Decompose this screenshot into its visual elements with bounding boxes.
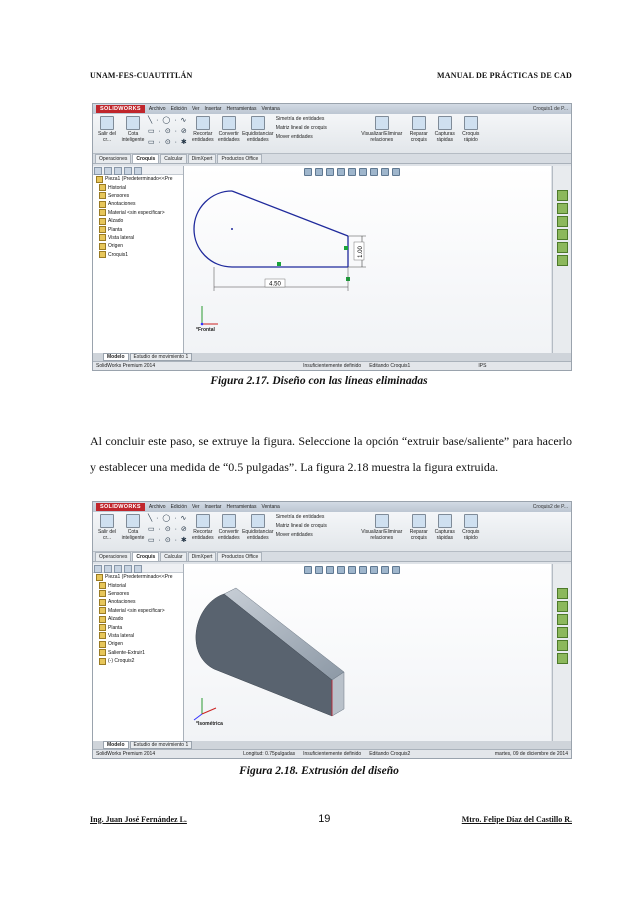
tree-node-icon — [99, 251, 106, 258]
tree-item-label: Croquis1 — [108, 251, 129, 258]
exit-sketch-icon — [100, 514, 114, 528]
graphics-area[interactable] — [184, 166, 551, 353]
tree-item[interactable] — [93, 590, 183, 598]
pattern-group — [276, 116, 356, 151]
property-manager-icon[interactable] — [104, 167, 112, 175]
command-manager — [93, 512, 571, 552]
bottom-tabs — [93, 741, 571, 749]
tree-node-icon — [99, 658, 106, 665]
tree-item[interactable] — [93, 581, 183, 589]
offset-icon — [251, 116, 265, 130]
tree-item-label: Anotaciones — [108, 201, 136, 208]
display-manager-icon[interactable] — [134, 167, 142, 175]
work-area — [93, 166, 571, 353]
tree-item[interactable] — [93, 242, 183, 250]
configuration-manager-icon[interactable] — [114, 565, 122, 573]
tree-node-icon — [99, 599, 106, 606]
repair-icon — [412, 116, 426, 130]
display-delete-relations-button[interactable]: Visualizar/Eliminar relaciones — [360, 116, 404, 151]
mirror-entities-button[interactable]: Simetría de entidades — [275, 514, 325, 520]
sketch-tools-group — [148, 116, 188, 151]
command-tabs — [93, 552, 571, 562]
rapid-sketch-icon — [464, 116, 478, 130]
trim-entities-button[interactable]: Recortar entidades — [192, 514, 214, 549]
status-editing: Editando Croquis1 — [369, 363, 411, 369]
tree-item[interactable] — [93, 175, 183, 183]
menu-item[interactable]: Archivo — [148, 106, 166, 112]
tree-item-label: Planta — [108, 624, 123, 631]
tree-node-icon — [99, 582, 106, 589]
menu-item[interactable]: Herramientas — [226, 106, 257, 112]
tree-item-label: Sensores — [108, 590, 130, 597]
tree-node-icon — [99, 590, 106, 597]
graphics-area[interactable] — [184, 564, 551, 741]
tree-item-label: Material <sin especificar> — [108, 607, 165, 614]
title-bar — [93, 104, 571, 114]
tree-item[interactable] — [93, 209, 183, 217]
status-definition: Insuficientemente definido — [303, 363, 362, 369]
rect-poly-tools-icon[interactable]: ▭ · ⊙ · ⊘ — [148, 128, 188, 135]
solidworks-logo: SOLIDWORKS — [96, 503, 145, 511]
extrusion-end-face — [332, 672, 344, 716]
tree-item-label: Historial — [108, 582, 127, 589]
linear-pattern-button[interactable]: Matriz lineal de croquis — [275, 523, 327, 529]
status-bar — [93, 361, 571, 370]
sketch-line-top — [232, 191, 348, 236]
document-title: Croquis1 de P... — [532, 106, 568, 112]
tree-item[interactable] — [93, 640, 183, 648]
menu-item[interactable]: Edición — [170, 106, 187, 112]
header-institution: UNAM-FES-CUAUTITLÁN — [90, 71, 193, 80]
rapid-sketch-icon — [464, 514, 478, 528]
solidworks-window-extrusion — [92, 501, 572, 759]
sketch-tools-group — [148, 514, 188, 549]
task-pane — [552, 564, 571, 741]
tree-items — [93, 175, 183, 259]
tab-motion-study[interactable]: Estudio de movimiento 1 — [130, 353, 193, 361]
tab-dimxpert[interactable]: DimXpert — [188, 154, 217, 163]
slot-point-tools-icon[interactable]: ▭ · ⊙ · ✱ — [148, 139, 188, 146]
tab-motion-study[interactable]: Estudio de movimiento 1 — [130, 741, 193, 749]
status-units[interactable]: IPS — [478, 363, 487, 369]
dimension-horizontal[interactable]: 4.50 — [269, 281, 281, 288]
display-delete-relations-button[interactable]: Visualizar/Eliminar relaciones — [360, 514, 404, 549]
line-arc-tools-icon[interactable]: ╲ · ◯ · ∿ — [148, 117, 188, 124]
slot-point-tools-icon[interactable]: ▭ · ⊙ · ✱ — [148, 537, 188, 544]
tree-item[interactable] — [93, 615, 183, 623]
menu-item[interactable]: Archivo — [148, 504, 166, 510]
title-bar — [93, 502, 571, 512]
work-area — [93, 564, 571, 741]
trim-entities-button[interactable]: Recortar entidades — [192, 116, 214, 151]
tree-item[interactable] — [93, 200, 183, 208]
status-length: Longitud: 0.75pulgadas — [243, 751, 296, 757]
line-arc-tools-icon[interactable]: ╲ · ◯ · ∿ — [148, 515, 188, 522]
rapid-sketch-button[interactable]: Croquis rápido — [460, 116, 482, 151]
dimension-vertical[interactable]: 1.00 — [358, 246, 364, 258]
footer-author-left: Ing. Juan José Fernández L. — [90, 814, 187, 824]
bottom-tabs — [93, 353, 571, 361]
tree-item[interactable] — [93, 192, 183, 200]
move-entities-button[interactable]: Mover entidades — [275, 134, 313, 140]
menu-item[interactable]: Herramientas — [226, 504, 257, 510]
tree-item[interactable] — [93, 573, 183, 581]
view-palette-icon[interactable] — [557, 229, 568, 240]
menu-item[interactable]: Insertar — [204, 106, 222, 112]
tree-item-label: Pieza1 (Predeterminado<<Pre — [105, 574, 173, 581]
tree-item[interactable] — [93, 598, 183, 606]
tree-node-icon — [99, 234, 106, 241]
trim-icon — [196, 116, 210, 130]
feature-manager-icon[interactable] — [94, 167, 102, 175]
display-manager-icon[interactable] — [134, 565, 142, 573]
tab-calcular[interactable]: Calcular — [160, 154, 186, 163]
tree-item-label: Vista lateral — [108, 234, 135, 241]
tab-modelo[interactable]: Modelo — [103, 353, 129, 361]
pattern-group — [276, 514, 356, 549]
tab-operaciones[interactable]: Operaciones — [95, 552, 131, 561]
smart-dimension-button[interactable]: Cota inteligente — [122, 116, 144, 151]
relations-icon — [375, 116, 389, 130]
tree-node-icon — [99, 624, 106, 631]
menu-item[interactable]: Insertar — [204, 504, 222, 510]
linear-pattern-button[interactable]: Matriz lineal de croquis — [275, 125, 327, 131]
dimension-icon — [126, 116, 140, 130]
menu-item[interactable]: Ventana — [261, 106, 280, 112]
triad-icon — [194, 698, 216, 720]
solidworks-logo: SOLIDWORKS — [96, 105, 145, 113]
convert-entities-button[interactable]: Convertir entidades — [218, 116, 240, 151]
tab-operaciones[interactable]: Operaciones — [95, 154, 131, 163]
repair-sketch-button[interactable]: Reparar croquis — [408, 116, 430, 151]
solidworks-window-sketch — [92, 103, 572, 371]
status-date: martes, 09 de diciembre de 2014 — [494, 751, 568, 757]
dimxpert-manager-icon[interactable] — [124, 565, 132, 573]
document-title: Croquis2 de P... — [532, 504, 568, 510]
view-orientation-label: *Frontal — [196, 327, 215, 333]
offset-entities-button[interactable]: Equidistanciar entidades — [244, 514, 272, 549]
design-library-icon[interactable] — [557, 601, 568, 612]
rapid-sketch-button[interactable]: Croquis rápido — [460, 514, 482, 549]
tab-dimxpert[interactable]: DimXpert — [188, 552, 217, 561]
tree-node-icon — [99, 616, 106, 623]
tree-node-icon — [99, 209, 106, 216]
tree-node-icon — [99, 243, 106, 250]
tree-item-label: Sensores — [108, 192, 130, 199]
exit-sketch-button[interactable]: Salir del cr... — [96, 514, 118, 549]
tab-productos-office[interactable]: Productos Office — [217, 154, 262, 163]
tree-item-label: Alzado — [108, 218, 124, 225]
appearances-icon[interactable] — [557, 242, 568, 253]
arc-center-point — [231, 228, 233, 230]
triad-icon — [201, 306, 218, 325]
menu-item[interactable]: Ver — [191, 106, 200, 112]
page-footer — [90, 813, 572, 825]
tree-item[interactable] — [93, 657, 183, 665]
tree-node-icon — [96, 176, 103, 183]
convert-icon — [222, 514, 236, 528]
repair-sketch-button[interactable]: Reparar croquis — [408, 514, 430, 549]
tree-item-label: Historial — [108, 184, 127, 191]
file-explorer-icon[interactable] — [557, 614, 568, 625]
view-orientation-label: *Isométrica — [196, 721, 223, 727]
tree-node-icon — [99, 607, 106, 614]
offset-icon — [251, 514, 265, 528]
figure-caption-1: Figura 2.17. Diseño con las líneas eliminadas — [210, 375, 428, 387]
tree-toolbar — [93, 564, 183, 573]
convert-icon — [222, 116, 236, 130]
move-entities-button[interactable]: Mover entidades — [275, 532, 313, 538]
quick-snaps-button[interactable]: Capturas rápidas — [434, 116, 456, 151]
model-canvas — [184, 564, 529, 741]
header-manual-title: MANUAL DE PRÁCTICAS DE CAD — [437, 71, 572, 80]
repair-icon — [412, 514, 426, 528]
feature-manager-icon[interactable] — [94, 565, 102, 573]
tree-item-label: Origen — [108, 243, 124, 250]
command-manager — [93, 114, 571, 154]
figure-caption-2: Figura 2.18. Extrusión del diseño — [239, 765, 399, 777]
exit-sketch-button[interactable]: Salir del cr... — [96, 116, 118, 151]
feature-manager-tree — [93, 564, 184, 741]
tree-item-label: Vista lateral — [108, 632, 135, 639]
resources-icon[interactable] — [557, 190, 568, 201]
status-product: SolidWorks Premium 2014 — [96, 363, 156, 369]
tab-modelo[interactable]: Modelo — [103, 741, 129, 749]
dimension-icon — [126, 514, 140, 528]
menu-bar — [149, 106, 280, 112]
tree-node-icon — [99, 649, 106, 656]
tree-item-label: Pieza1 (Predeterminado<<Pre — [105, 176, 173, 183]
custom-properties-icon[interactable] — [557, 255, 568, 266]
tree-item[interactable] — [93, 183, 183, 191]
quick-snaps-button[interactable]: Capturas rápidas — [434, 514, 456, 549]
tree-item[interactable] — [93, 607, 183, 615]
tree-item[interactable] — [93, 234, 183, 242]
tree-item[interactable] — [93, 251, 183, 259]
file-explorer-icon[interactable] — [557, 216, 568, 227]
tree-toolbar — [93, 166, 183, 175]
status-product: SolidWorks Premium 2014 — [96, 751, 156, 757]
tree-item[interactable] — [93, 649, 183, 657]
appearances-icon[interactable] — [557, 640, 568, 651]
trim-icon — [196, 514, 210, 528]
mirror-entities-button[interactable]: Simetría de entidades — [275, 116, 325, 122]
convert-entities-button[interactable]: Convertir entidades — [218, 514, 240, 549]
design-library-icon[interactable] — [557, 203, 568, 214]
body-paragraph: Al concluir este paso, se extruye la figura. Seleccione la opción “extruir base/saliente” para hacerlo y establecer una medida de “0.5 pulgadas”. La figura 2.18 muestra la figura extruida. — [90, 434, 572, 474]
smart-dimension-button[interactable]: Cota inteligente — [122, 514, 144, 549]
offset-entities-button[interactable]: Equidistanciar entidades — [244, 116, 272, 151]
relation-point — [277, 262, 281, 266]
property-manager-icon[interactable] — [104, 565, 112, 573]
page-number: 19 — [318, 813, 331, 825]
tree-items — [93, 573, 183, 665]
dimxpert-manager-icon[interactable] — [124, 167, 132, 175]
tree-item[interactable] — [93, 623, 183, 631]
tree-node-icon — [99, 192, 106, 199]
footer-author-right: Mtro. Felipe Díaz del Castillo R. — [461, 814, 572, 824]
command-tabs — [93, 154, 571, 164]
menu-bar — [149, 504, 280, 510]
tree-item[interactable] — [93, 632, 183, 640]
feature-manager-tree — [93, 166, 184, 353]
menu-item[interactable]: Ventana — [261, 504, 280, 510]
snaps-icon — [438, 116, 452, 130]
relations-icon — [375, 514, 389, 528]
relation-point — [344, 246, 348, 250]
tree-item-label: Saliente-Extruir1 — [108, 649, 145, 656]
tree-item-label: Origen — [108, 641, 124, 648]
tree-node-icon — [99, 632, 106, 639]
tree-node-icon — [99, 201, 106, 208]
tree-item[interactable] — [93, 217, 183, 225]
tab-croquis[interactable]: Croquis — [132, 552, 159, 561]
tree-node-icon — [99, 218, 106, 225]
tree-node-icon — [96, 574, 103, 581]
tree-item-label: Anotaciones — [108, 599, 136, 606]
view-palette-icon[interactable] — [557, 627, 568, 638]
status-bar — [93, 749, 571, 758]
rect-poly-tools-icon[interactable]: ▭ · ⊙ · ⊘ — [148, 526, 188, 533]
task-pane — [552, 166, 571, 353]
status-definition: Insuficientemente definido — [303, 751, 362, 757]
configuration-manager-icon[interactable] — [114, 167, 122, 175]
menu-item[interactable]: Edición — [170, 504, 187, 510]
tab-productos-office[interactable]: Productos Office — [217, 552, 262, 561]
snaps-icon — [438, 514, 452, 528]
sketch-canvas — [184, 166, 529, 353]
tree-node-icon — [99, 184, 106, 191]
page-header — [90, 71, 572, 80]
tree-node-icon — [99, 226, 106, 233]
custom-properties-icon[interactable] — [557, 653, 568, 664]
tab-calcular[interactable]: Calcular — [160, 552, 186, 561]
tree-node-icon — [99, 641, 106, 648]
tree-item-label: Material <sin especificar> — [108, 209, 165, 216]
tree-item-label: Alzado — [108, 616, 124, 623]
sketch-arc — [194, 191, 232, 267]
exit-sketch-icon — [100, 116, 114, 130]
tree-item-label: Planta — [108, 226, 123, 233]
tab-croquis[interactable]: Croquis — [132, 154, 159, 163]
tree-item[interactable] — [93, 225, 183, 233]
resources-icon[interactable] — [557, 588, 568, 599]
tree-item-label: (-) Croquis2 — [108, 658, 135, 665]
menu-item[interactable]: Ver — [191, 504, 200, 510]
status-editing: Editando Croquis2 — [369, 751, 411, 757]
